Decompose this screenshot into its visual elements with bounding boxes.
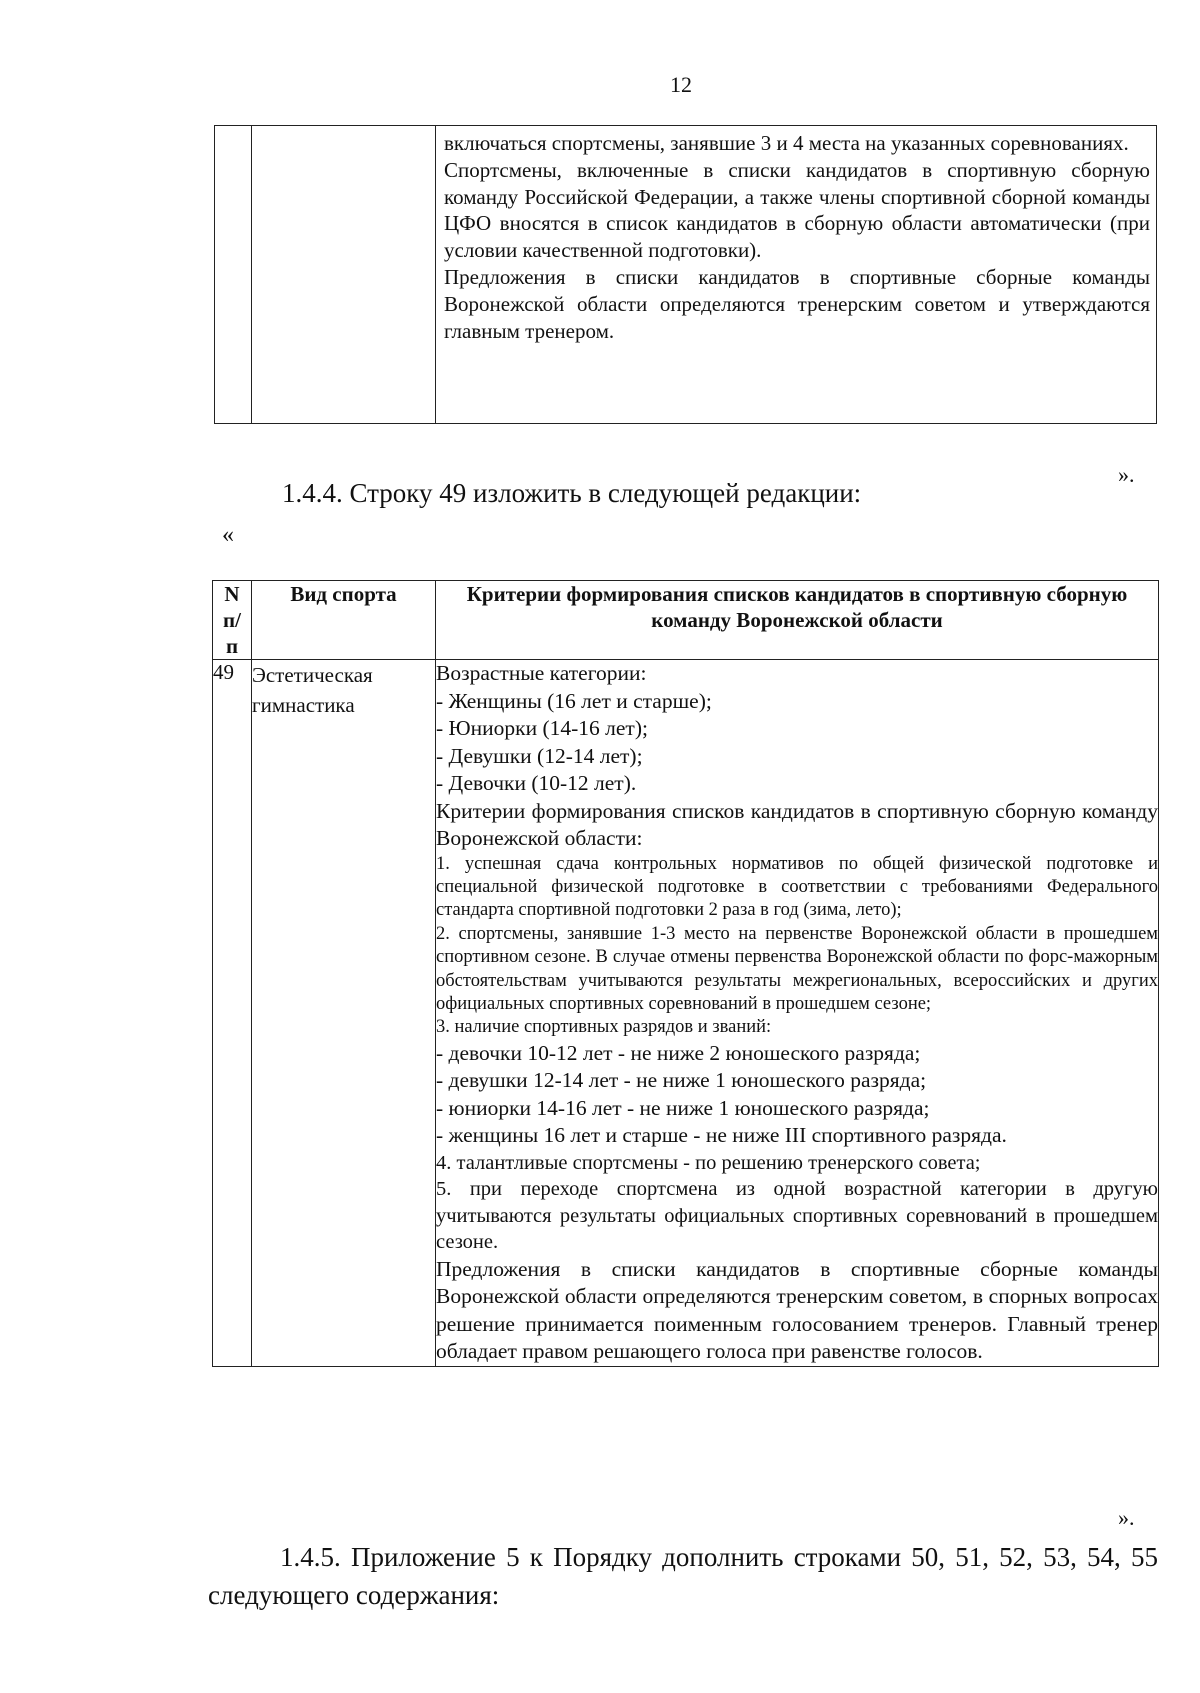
table-row (215, 126, 1157, 424)
sport-criteria-table (212, 580, 1159, 1367)
criteria-line: - женщины 16 лет и старше - не ниже III спортивного разряда. (436, 1123, 1007, 1148)
row-criteria (436, 660, 1159, 1367)
page-number: 12 (670, 72, 692, 97)
header-sport: Вид спорта (252, 581, 436, 660)
row-number: 49 (213, 660, 252, 1367)
criteria-line: - Девушки (12-14 лет); (436, 743, 643, 768)
header-num-label: N п/п (223, 582, 241, 658)
section-1-4-5-heading: 1.4.5. Приложение 5 к Порядку дополнить строками 50, 51, 52, 53, 54, 55 следующего содержания: (208, 1542, 1158, 1610)
num-cell (215, 126, 252, 424)
table-row (213, 660, 1159, 1367)
criteria-line: Критерии формирования списков кандидатов в спортивную сборную команду Воронежской области: (436, 798, 1158, 850)
paragraph: Предложения в списки кандидатов в спортивные сборные команды Воронежской области определяются тренерским советом и утверждаются главным тренером. (444, 264, 1150, 343)
criteria-line: - девушки 12-14 лет - не ниже 1 юношеского разряда; (436, 1068, 927, 1093)
continued-table (214, 125, 1157, 424)
criteria-line: Возрастные категории: (436, 661, 647, 685)
criteria-item: 4. талантливые спортсмены - по решению тренерского совета; (436, 1151, 981, 1174)
header-criteria: Критерии формирования списков кандидатов в спортивную сборную команду Воронежской области (436, 581, 1159, 660)
paragraph: Спортсмены, включенные в списки кандидатов в спортивную сборную команду Российской Федерации, а также члены спортивной сборной команды ЦФО вносятся в список кандидатов в сборную области автоматически (при условии качественной подготовки). (444, 157, 1150, 263)
criteria-line: - девочки 10-12 лет - не ниже 2 юношеского разряда; (436, 1040, 921, 1065)
closing-quote: ». (1118, 462, 1135, 487)
criteria-line: - Девочки (10-12 лет). (436, 771, 637, 795)
row-sport: Эстетическая гимнастика (252, 660, 436, 1367)
criteria-line: - Юниорки (14-16 лет); (436, 716, 648, 740)
criteria-item: 1. успешная сдача контрольных нормативов по общей физической подготовке и специальной физической подготовке в соответствии с требованиями Федерального стандарта спортивной подготовки 2 раза в год (зима, лето); (436, 853, 1158, 921)
closing-quote: ». (1118, 1505, 1135, 1530)
criteria-line: - Женщины (16 лет и старше); (436, 688, 712, 713)
paragraph: включаться спортсмены, занявшие 3 и 4 места на указанных соревнованиях. (444, 131, 1129, 155)
criteria-item: 2. спортсмены, занявшие 1-3 место на первенстве Воронежской области в прошедшем спортивном сезоне. В случае отмены первенства Воронежской области по форс-мажорным обстоятельствам учитываются результаты межрегиональных, всероссийских и других официальных спортивных соревнований в прошедшем сезоне; (436, 923, 1158, 1014)
table-header-row (213, 581, 1159, 660)
section-1-4-4-heading: 1.4.4. Строку 49 изложить в следующей редакции: (282, 478, 862, 508)
criteria-cell (436, 126, 1157, 424)
criteria-line: - юниорки 14-16 лет - не ниже 1 юношеского разряда; (436, 1095, 930, 1120)
opening-quote: « (222, 522, 234, 548)
criteria-item: 5. при переходе спортсмена из одной возрастной категории в другую учитываются результаты официальных спортивных соревнований в прошедшем сезоне. (436, 1178, 1158, 1254)
header-num (213, 581, 252, 660)
criteria-line: Предложения в списки кандидатов в спортивные сборные команды Воронежской области определяются тренерским советом, в спорных вопросах решение принимается поименным голосованием тренеров. Главный тренер обладает правом решающего голоса при равенстве голосов. (436, 1256, 1158, 1364)
sport-cell (252, 126, 436, 424)
criteria-item: 3. наличие спортивных разрядов и званий: (436, 1017, 772, 1038)
